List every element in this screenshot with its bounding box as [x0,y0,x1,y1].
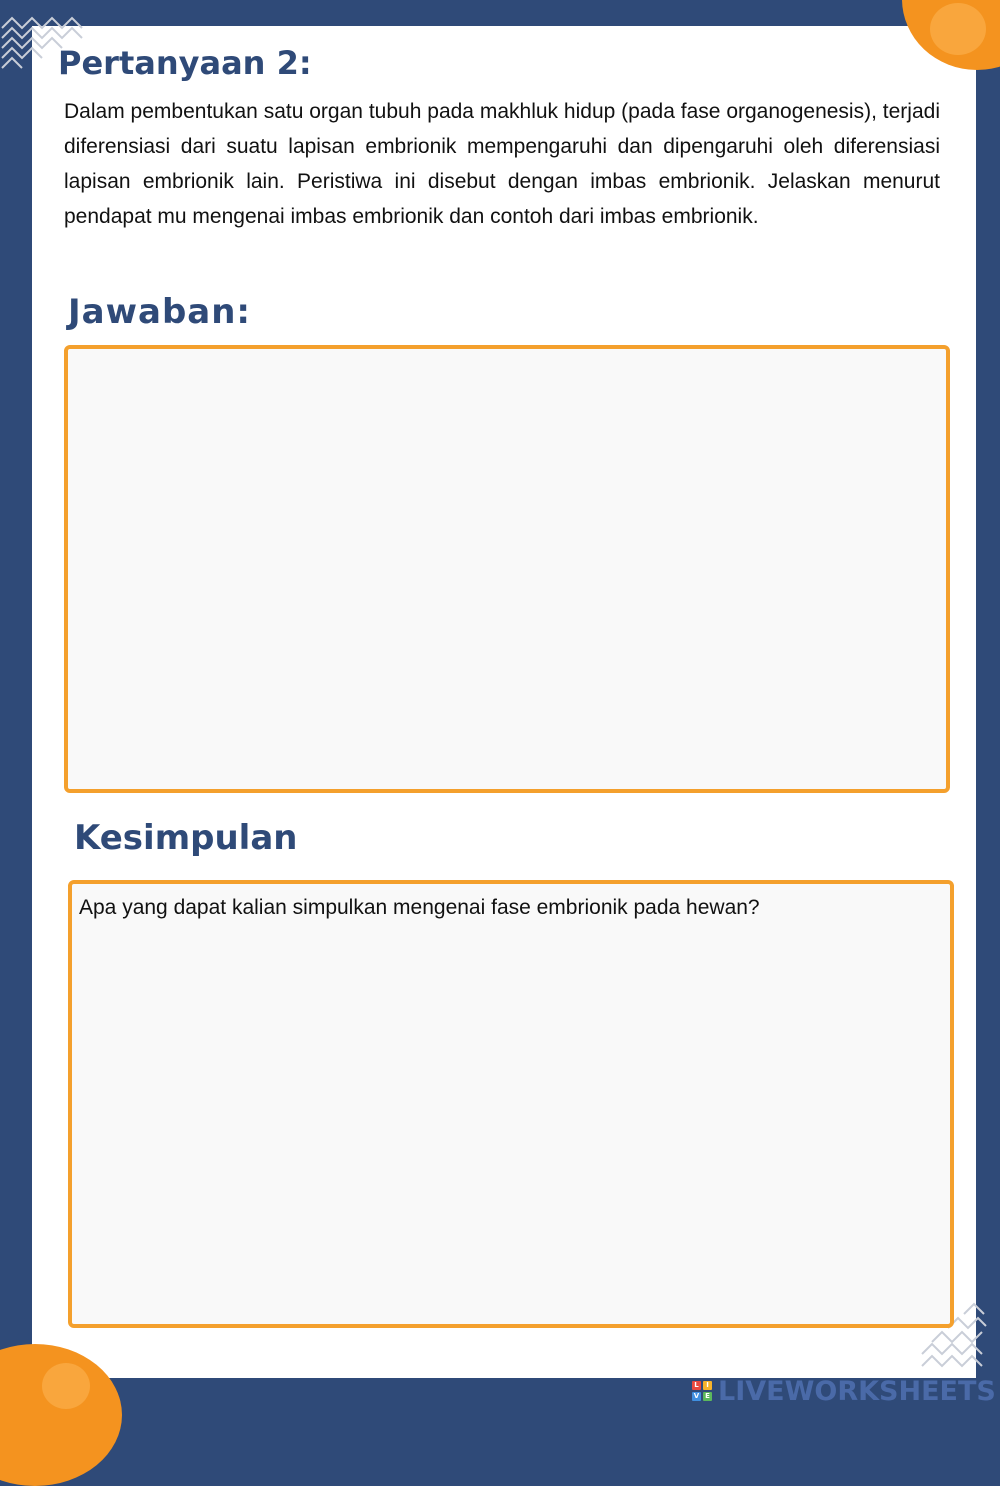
conclusion-prompt: Apa yang dapat kalian simpulkan mengenai fase embrionik pada hewan? [79,896,760,919]
question-text: Dalam pembentukan satu organ tubuh pada makhluk hidup (pada fase organogenesis), terjadi diferensiasi dari suatu lapisan embrionik mempengaruhi dan dipengaruhi oleh diferensiasi lapisan embrionik lain. Peristiwa ini disebut dengan imbas embrionik. Jelaskan menurut pendapat mu mengenai imbas embrionik dan contoh dari imbas embrionik. [64,100,940,228]
watermark-text: LIVEWORKSHEETS [718,1375,996,1407]
liveworksheets-logo-icon: L I V E [692,1381,712,1401]
liveworksheets-watermark [692,1376,996,1406]
answer-box [64,345,950,793]
conclusion-input[interactable] [72,928,950,1324]
answer-input[interactable] [68,349,946,789]
conclusion-heading: Kesimpulan [74,818,298,858]
conclusion-box [68,880,954,1328]
answer-heading: Jawaban: [68,292,252,332]
corner-dot-bottom-left [42,1363,90,1409]
corner-dot-top-right [930,3,986,55]
question-title: Pertanyaan 2: [58,44,312,82]
